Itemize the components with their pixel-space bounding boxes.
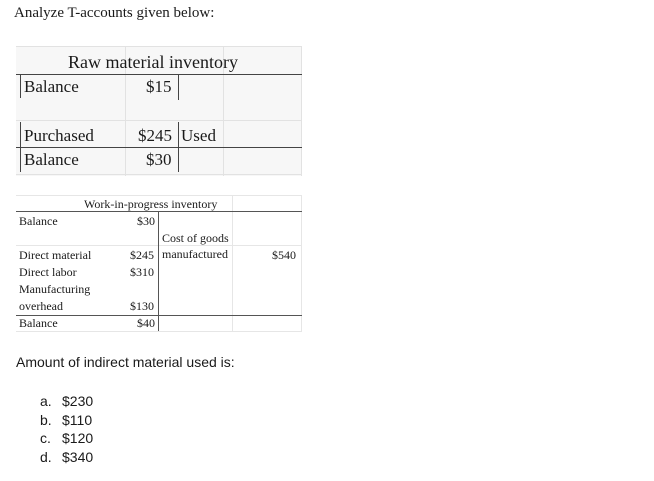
row-label: Balance bbox=[24, 77, 79, 96]
row-label: overhead bbox=[19, 299, 63, 313]
row-label: Balance bbox=[24, 150, 79, 169]
balance-line bbox=[16, 147, 302, 148]
option-text: $340 bbox=[62, 448, 94, 465]
option-letter: a. bbox=[40, 393, 52, 409]
account-header: Work-in-progress inventory bbox=[84, 197, 218, 211]
wip-t-account bbox=[16, 195, 302, 332]
option-c[interactable] bbox=[40, 429, 93, 448]
row-value: $30 bbox=[146, 150, 172, 169]
grid-line bbox=[16, 331, 302, 332]
row-value: $245 bbox=[130, 248, 154, 262]
t-account-top-line bbox=[16, 211, 302, 212]
option-b[interactable] bbox=[40, 411, 93, 430]
answer-options bbox=[40, 392, 93, 466]
page-title: Analyze T-accounts given below: bbox=[14, 5, 215, 21]
t-account-divider bbox=[158, 211, 159, 331]
balance-line bbox=[16, 315, 302, 316]
row-value: $130 bbox=[130, 299, 154, 313]
row-label: Purchased bbox=[24, 126, 94, 145]
account-header: Raw material inventory bbox=[68, 52, 238, 72]
row-label: Direct labor bbox=[19, 265, 77, 279]
credit-label: manufactured bbox=[162, 247, 228, 261]
grid-line bbox=[16, 46, 302, 47]
credit-value: $540 bbox=[272, 248, 296, 262]
row-label: Balance bbox=[19, 316, 58, 330]
option-text: $110 bbox=[62, 411, 93, 428]
grid-line bbox=[16, 245, 302, 246]
row-value: $245 bbox=[138, 126, 172, 145]
option-d[interactable] bbox=[40, 448, 93, 467]
option-text: $230 bbox=[62, 393, 94, 409]
credit-label: Cost of goods bbox=[162, 231, 229, 245]
raw-material-t-account bbox=[16, 46, 302, 176]
row-value: $15 bbox=[146, 77, 172, 96]
option-letter: b. bbox=[40, 411, 52, 428]
row-label: Manufacturing bbox=[19, 282, 91, 296]
option-letter: c. bbox=[40, 430, 51, 446]
option-letter: d. bbox=[40, 448, 52, 465]
question-text: Amount of indirect material used is: bbox=[16, 354, 235, 370]
row-value: $40 bbox=[137, 316, 155, 330]
t-account-top-line bbox=[16, 74, 302, 75]
grid-line bbox=[16, 120, 302, 121]
grid-line bbox=[232, 195, 233, 332]
row-label: Balance bbox=[19, 214, 58, 228]
row-value: $30 bbox=[137, 214, 155, 228]
option-text: $120 bbox=[62, 430, 94, 446]
grid-line bbox=[16, 195, 302, 196]
credit-label: Used bbox=[181, 126, 216, 145]
grid-line bbox=[16, 174, 302, 175]
row-value: $310 bbox=[130, 265, 154, 279]
row-label: Direct material bbox=[19, 248, 92, 262]
option-a[interactable] bbox=[40, 392, 93, 411]
grid-line bbox=[301, 46, 302, 176]
grid-line bbox=[301, 195, 302, 332]
cell-border bbox=[20, 74, 21, 98]
t-account-divider bbox=[178, 74, 179, 100]
